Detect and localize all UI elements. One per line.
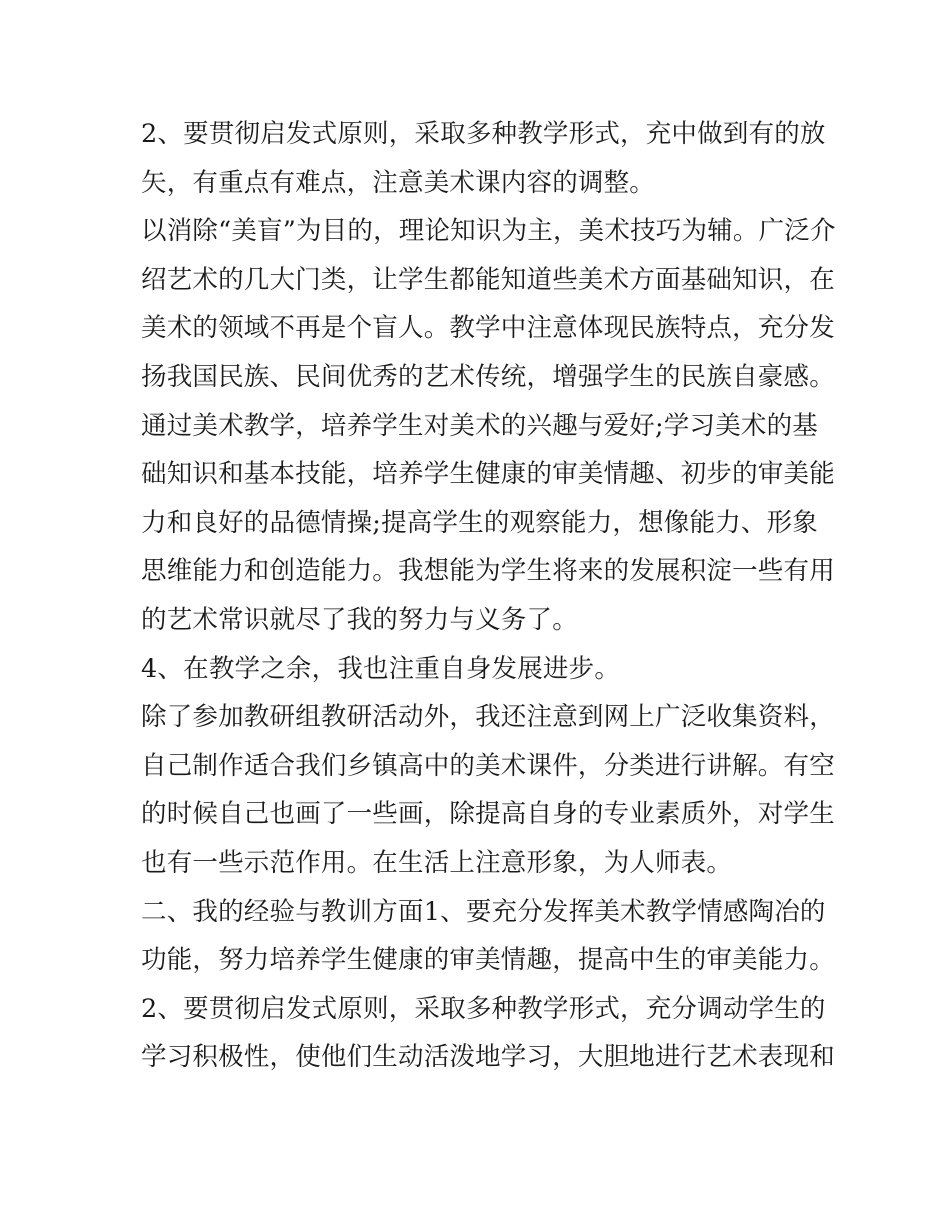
- text-line: 美术的领域不再是个盲人。教学中注意体现民族特点，充分发: [141, 313, 835, 344]
- text-line: 扬我国民族、民间优秀的艺术传统，增强学生的民族自豪感。: [141, 361, 835, 392]
- text-line: 以消除“美盲”为目的，理论知识为主，美术技巧为辅。广泛介: [141, 216, 836, 247]
- text-line: 除了参加教研组教研活动外，我还注意到网上广泛收集资料，: [141, 702, 835, 733]
- text-line: 绍艺术的几大门类，让学生都能知道些美术方面基础知识，在: [141, 264, 835, 295]
- text-line: 功能，努力培养学生健康的审美情趣，提高中生的审美能力。: [141, 945, 835, 976]
- text-line: 思维能力和创造能力。我想能为学生将来的发展积淀一些有用: [141, 556, 835, 587]
- text-line: 力和良好的品德情操;提高学生的观察能力，想像能力、形象: [141, 507, 818, 538]
- text-line: 二、我的经验与教训方面1、要充分发挥美术教学情感陶冶的: [141, 896, 826, 927]
- text-line: 学习积极性，使他们生动活泼地学习，大胆地进行艺术表现和: [141, 1042, 835, 1073]
- text-line: 通过美术教学，培养学生对美术的兴趣与爱好;学习美术的基: [141, 410, 818, 441]
- text-line: 4、在教学之余，我也注重自身发展进步。: [141, 653, 621, 684]
- text-line: 也有一些示范作用。在生活上注意形象，为人师表。: [141, 847, 733, 878]
- text-line: 2、要贯彻启发式原则，采取多种教学形式，充分调动学生的: [141, 993, 826, 1024]
- text-line: 础知识和基本技能，培养学生健康的审美情趣、初步的审美能: [141, 459, 835, 490]
- text-line: 自己制作适合我们乡镇高中的美术课件，分类进行讲解。有空: [141, 750, 835, 781]
- text-line: 的艺术常识就尽了我的努力与义务了。: [141, 604, 578, 635]
- text-line: 矢，有重点有难点，注意美术课内容的调整。: [141, 167, 656, 198]
- document-body: [141, 110, 836, 1082]
- text-line: 的时候自己也画了一些画，除提高自身的专业素质外，对学生: [141, 799, 835, 830]
- text-line: 2、要贯彻启发式原则，采取多种教学形式，充中做到有的放: [141, 119, 826, 149]
